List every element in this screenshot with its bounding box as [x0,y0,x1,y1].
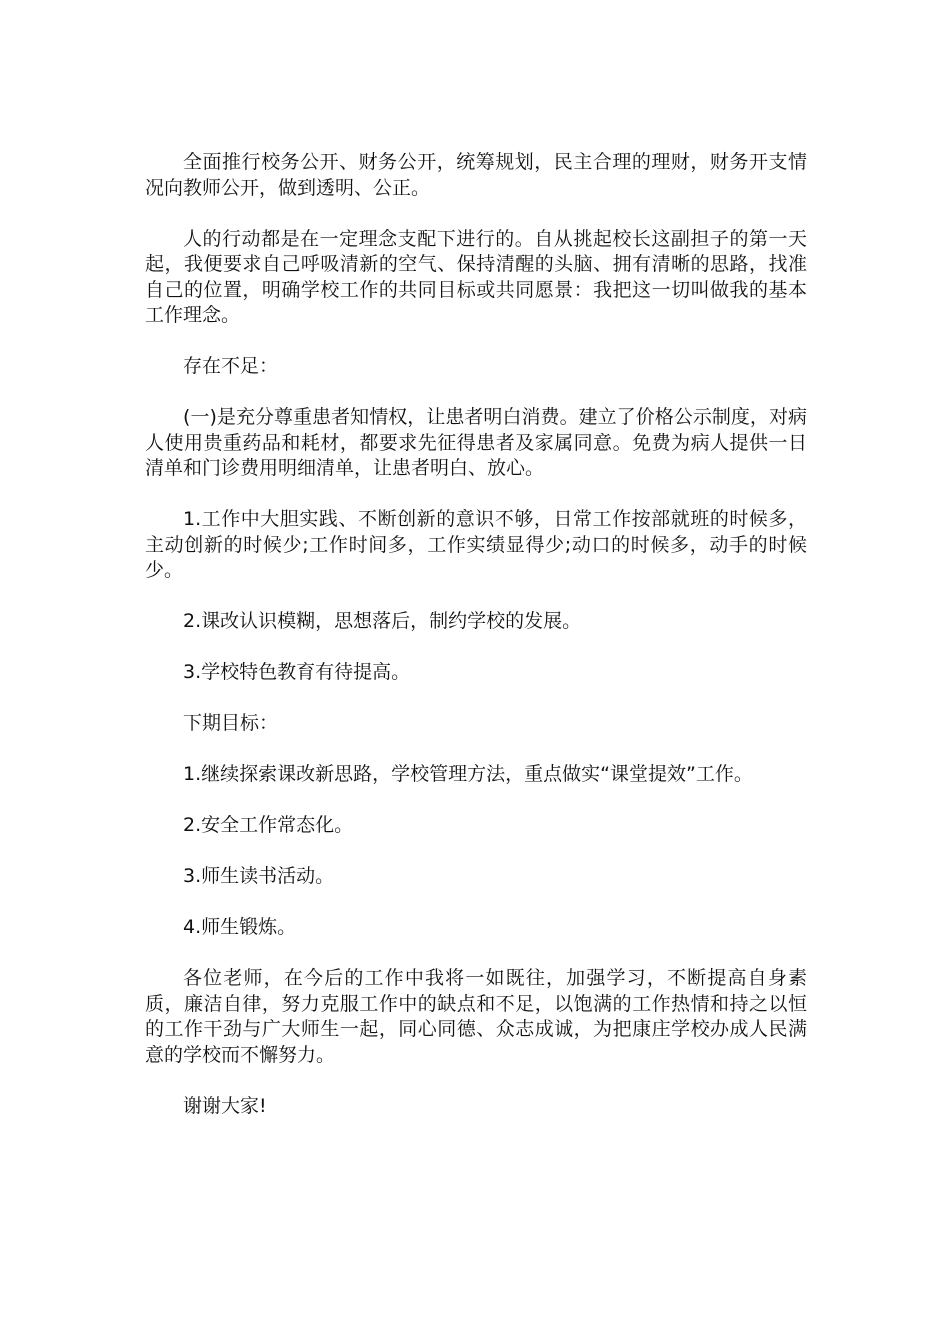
list-item-shortcoming-2: 2.课改认识模糊，思想落后，制约学校的发展。 [183,610,582,632]
list-item-goal-1: 1.继续探索课改新思路，学校管理方法，重点做实“课堂提效”工作。 [183,763,753,785]
paragraph-patient-rights: (一)是充分尊重患者知情权，让患者明白消费。建立了价格公示制度，对病人使用贵重药品和耗材，都要求先征得患者及家属同意。免费为病人提供一日清单和门诊费用明细清单，让患者明白、放心。 [145,406,807,479]
paragraph-transparency: 全面推行校务公开、财务公开，统筹规划，民主合理的理财，财务开支情况向教师公开，做到透明、公正。 [145,151,807,199]
list-item-shortcoming-1: 1.工作中大胆实践、不断创新的意识不够，日常工作按部就班的时候多，主动创新的时候少;工作时间多，工作实绩显得少;动口的时候多，动手的时候少。 [145,508,807,581]
document-body [145,150,807,1145]
list-item-shortcoming-3: 3.学校特色教育有待提高。 [183,661,411,683]
heading-shortcomings: 存在不足： [183,355,279,377]
list-item-goal-4: 4.师生锻炼。 [183,916,297,938]
list-item-goal-3: 3.师生读书活动。 [183,865,335,887]
list-item-goal-2: 2.安全工作常态化。 [183,814,354,836]
paragraph-thanks: 谢谢大家! [183,1094,267,1117]
paragraph-philosophy: 人的行动都是在一定理念支配下进行的。自从挑起校长这副担子的第一天起，我便要求自己呼吸清新的空气、保持清醒的头脑、拥有清晰的思路，找准自己的位置，明确学校工作的共同目标或共同愿景：我把这一切叫做我的基本工作理念。 [145,227,807,326]
paragraph-closing-pledge: 各位老师，在今后的工作中我将一如既往，加强学习，不断提高自身素质，廉洁自律，努力克服工作中的缺点和不足，以饱满的工作热情和持之以恒的工作干劲与广大师生一起，同心同德、众志成诚，为把康庄学校办成人民满意的学校而不懈努力。 [145,967,807,1066]
heading-next-goals: 下期目标： [183,712,279,734]
